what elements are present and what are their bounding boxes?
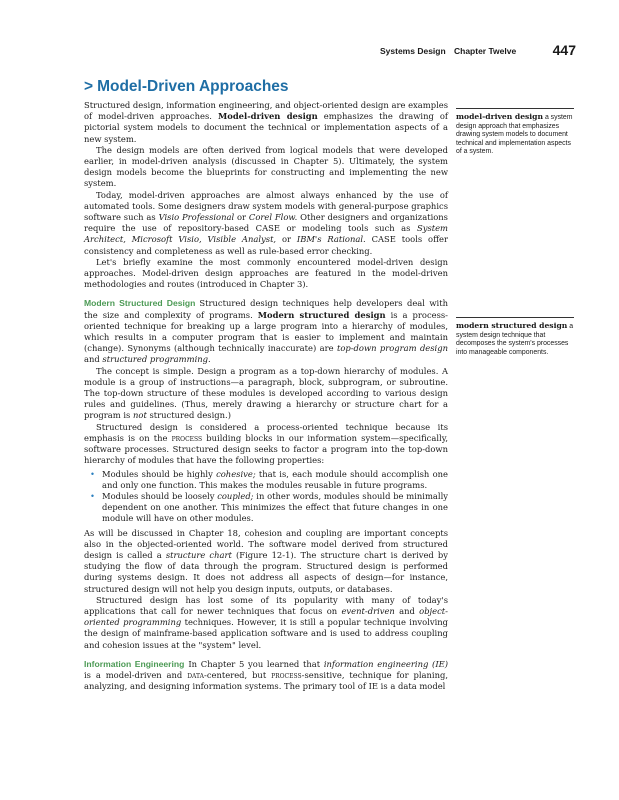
term-model-driven-design: Model-driven design	[217, 111, 318, 122]
paragraph-5: Modern Structured Design Structured design techniques help developers deal with the size and complexity of programs. Modern structured design is a process-oriented technique for breaking up a large program into a hierarchy of modules, which results in a computer program that is easier to implement and maintain (change). Synonyms (although technically inaccurate) are top-down program design and structured programming.	[84, 298, 449, 365]
section-heading	[84, 78, 289, 96]
margin-definition: a system design technique that decomposes the system's processes into manageable components.	[456, 323, 574, 356]
paragraph-6: The concept is simple. Design a program as a top-down hierarchy of modules. A module is a group of instructions—a paragraph, block, subprogram, or subroutine. The top-down structure of these modules is developed according to various design rules and guidelines. (Thus, merely drawing a hierarchy or structure chart for a program is not structured design.)	[84, 365, 448, 421]
margin-term: modern structured design	[456, 321, 568, 330]
subhead-modern-structured-design: Modern Structured Design	[84, 298, 196, 309]
margin-definition-model-driven-design	[456, 108, 574, 157]
subhead-information-engineering: Information Engineering	[84, 658, 185, 669]
paragraph-10: Information Engineering In Chapter 5 you learned that information engineering (IE) is a model-driven and data-centered, but process-sensitive, technique for planing, analyzing, and designing information systems. The primary tool of IE is a data model	[84, 658, 449, 692]
list-item: • Modules should be loosely coupled; in other words, modules should be minimally dependent on one another. This minimizes the effect that future changes in one module will have on other modules.	[98, 491, 448, 525]
heading-marker-icon: >	[84, 78, 94, 95]
paragraph-7: Structured design is considered a process-oriented technique because its emphasis is on the process building blocks in our information system—specifically, software processes. Structured design seeks to factor a program into the top-down hierarchy of modules that have the following properties:	[84, 421, 449, 466]
paragraph-9: Structured design has lost some of its popularity with many of today's applications that call for newer techniques that focus on event-driven and object-oriented programming techniques. However, it is still a popular technique involving the design of mainframe-based application software and is used to address coupling and cohesion issues at the "system" level.	[84, 594, 448, 650]
paragraph-3: Today, model-driven approaches are almost always enhanced by the use of automated tools. Some designers draw system models with general-purpose graphics software such as Visio Professional or Corel Flow. Other designers and organizations require the use of repository-based CASE or modeling tools such as System Architect, Microsoft Visio, Visible Analyst, or IBM's Rational. CASE tools offer consistency and completeness as well as rule-based error checking.	[84, 189, 448, 256]
properties-list	[84, 469, 448, 525]
margin-definition: a system design approach that emphasizes drawing system models to document technical and implementation aspects of a system.	[456, 114, 573, 156]
margin-definition-modern-structured-design	[456, 317, 574, 357]
running-head-chapter: Chapter Twelve	[454, 46, 517, 56]
paragraph-8: As will be discussed in Chapter 18, cohesion and coupling are important concepts also in the objected-oriented world. The software model derived from structured design is called a structure chart (Figure 12-1). The structure chart is derived by studying the flow of data through the program. Structured design is performed during systems design. It does not address all aspects of design—for instance, structured design will not help you design inputs, outputs, or databases.	[84, 527, 448, 594]
page-number: 447	[552, 42, 576, 58]
paragraph-4: Let's briefly examine the most commonly encountered model-driven design approaches. Model-driven design approaches are featured in the model-driven methodologies and routes (introduced in Chapter 3).	[84, 256, 448, 290]
list-item: • Modules should be highly cohesive; that is, each module should accomplish one and only one function. This makes the modules reusable in future programs.	[98, 469, 448, 491]
section-heading-text: Model-Driven Approaches	[97, 78, 289, 95]
term-modern-structured-design: Modern structured design	[257, 309, 386, 320]
margin-term: model-driven design	[456, 112, 544, 121]
paragraph-1: Structured design, information engineering, and object-oriented design are examples of model-driven approaches. Model-driven design emphasizes the drawing of pictorial system models to document the technical or implementation aspects of a new system.	[84, 100, 449, 144]
body-text	[84, 100, 448, 692]
paragraph-2: The design models are often derived from logical models that were developed earlier, in model-driven analysis (discussed in Chapter 5). Ultimately, the system design models become the blueprints for constructing and implementing the new system.	[84, 144, 448, 189]
running-head-section: Systems Design	[380, 46, 446, 56]
